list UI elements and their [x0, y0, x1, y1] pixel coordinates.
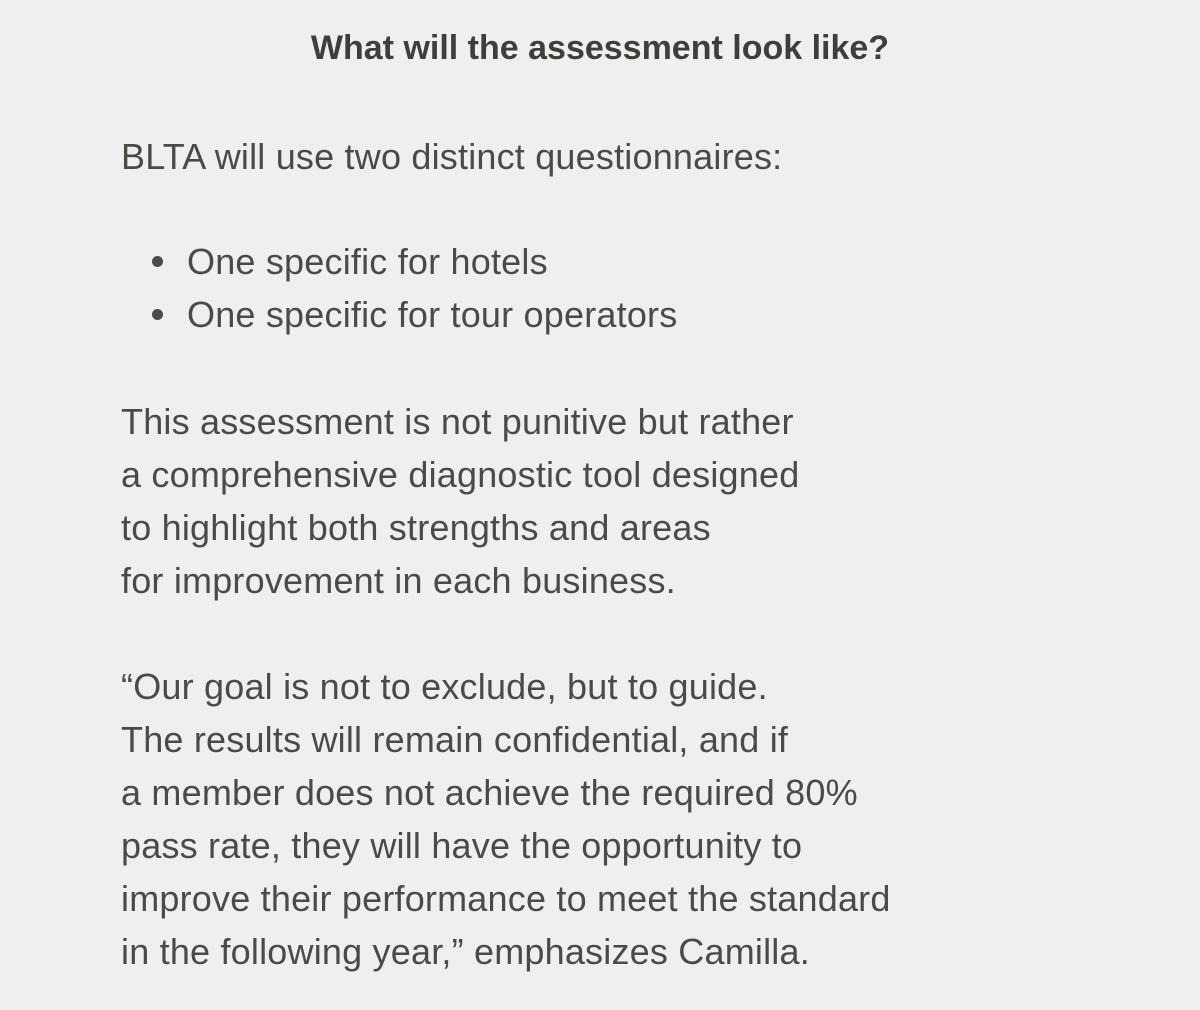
section-heading: What will the assessment look like? [310, 29, 890, 67]
list-item [121, 288, 1161, 341]
text-line: pass rate, they will have the opportunity to [121, 825, 803, 866]
list-item [121, 235, 1161, 288]
questionnaire-list [121, 235, 1161, 341]
quote-paragraph [121, 660, 1161, 978]
text-line: This assessment is not punitive but rather [121, 401, 794, 442]
section-content [121, 130, 1161, 978]
list-item-text: One specific for tour operators [187, 294, 678, 335]
text-line: a member does not achieve the required 80% [121, 772, 858, 813]
text-line: The results will remain confidential, and if [121, 719, 789, 760]
text-line: “Our goal is not to exclude, but to guide. [121, 666, 768, 707]
text-line: in the following year,” emphasizes Camilla. [121, 931, 810, 972]
bullet-icon [152, 256, 163, 267]
list-item-text: One specific for hotels [187, 241, 548, 282]
text-line: to highlight both strengths and areas [121, 507, 711, 548]
text-line: a comprehensive diagnostic tool designed [121, 454, 800, 495]
text-line: for improvement in each business. [121, 560, 676, 601]
text-line: improve their performance to meet the standard [121, 878, 891, 919]
bullet-icon [152, 309, 163, 320]
assessment-description [121, 395, 1161, 607]
intro-text: BLTA will use two distinct questionnaires: [121, 136, 783, 177]
